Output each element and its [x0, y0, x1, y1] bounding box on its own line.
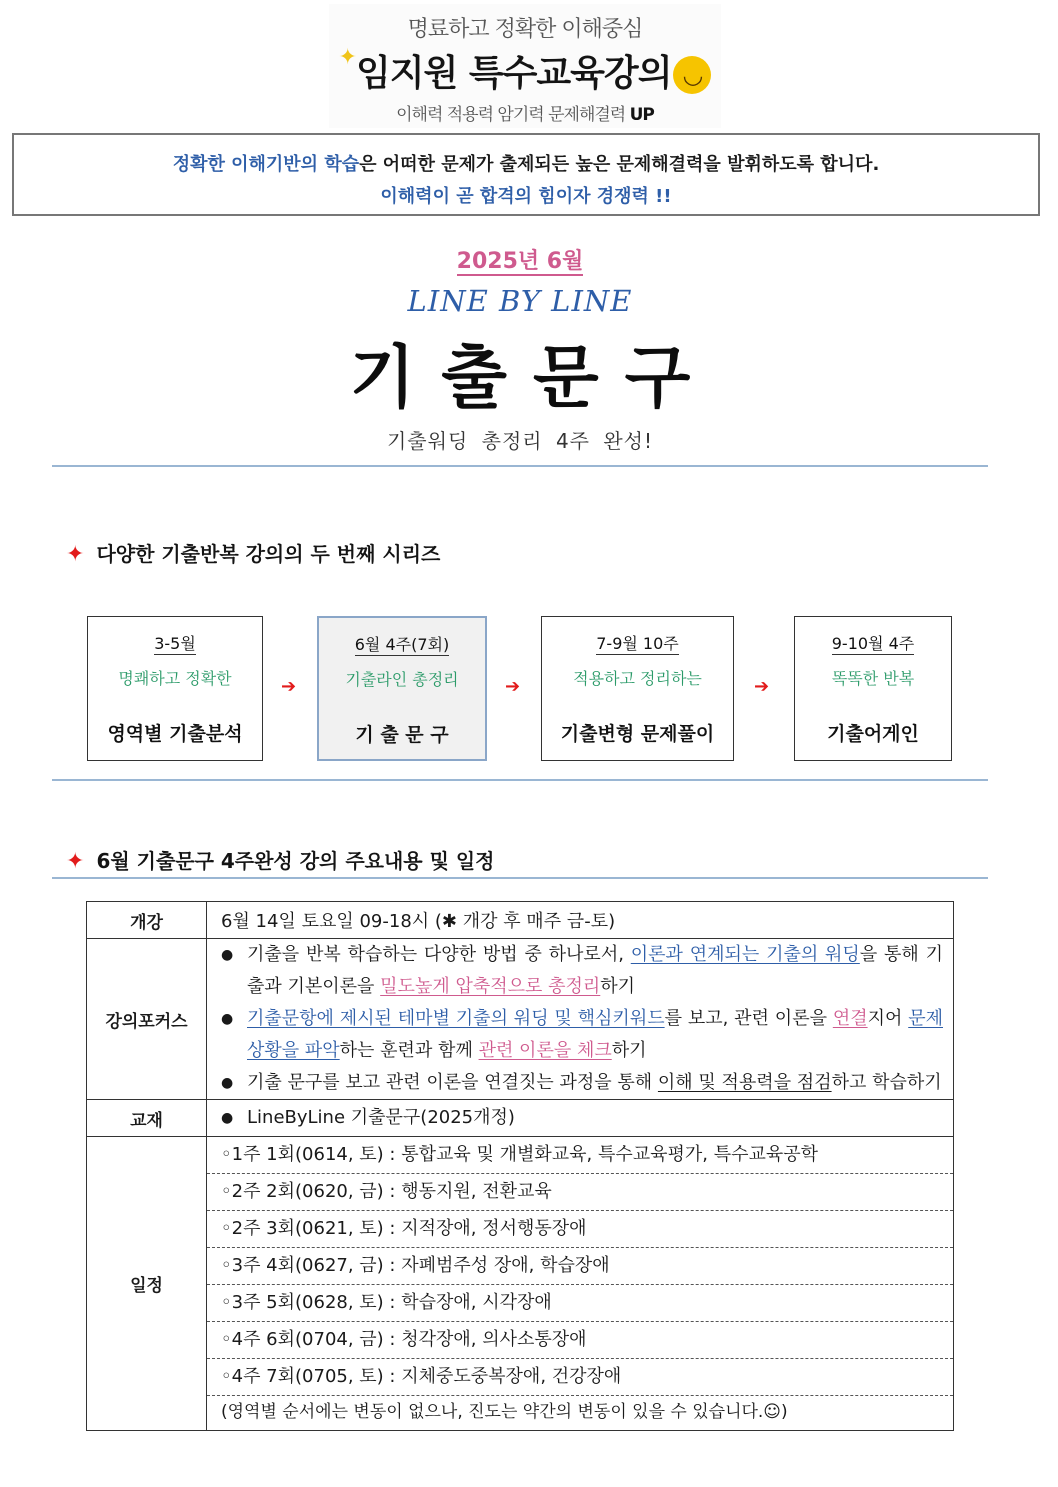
book-value: [207, 1100, 954, 1137]
brand-logo: [329, 4, 721, 128]
series-desc: 기출라인 총정리: [345, 670, 459, 689]
arrow-icon: ➔: [754, 676, 770, 697]
bullet-icon: ●: [221, 1075, 234, 1091]
schedule-list: [207, 1137, 954, 1431]
series-period: 6월 4주(7회): [354, 635, 450, 654]
series-period: 9-10월 4주: [831, 634, 915, 653]
intro-box: [12, 133, 1040, 216]
logo-brand: [329, 45, 721, 96]
schedule-item: ◦4주 6회(0704, 금) : 청각장애, 의사소통장애: [207, 1322, 953, 1359]
series-name-label: 영역별 기출분석: [107, 723, 243, 745]
row-label: 교재: [87, 1100, 207, 1137]
star-icon: ✦: [66, 542, 85, 567]
bullet-icon: ●: [221, 947, 234, 963]
series-desc: 적용하고 정리하는: [573, 669, 702, 688]
section-heading-schedule: [66, 845, 495, 874]
series-period: 3-5월: [154, 634, 196, 653]
row-label: 강의포커스: [87, 939, 207, 1100]
table-row: [87, 902, 954, 939]
logo-tagline: 명료하고 정확한 이해중심: [407, 17, 643, 42]
schedule-item: ◦2주 2회(0620, 금) : 행동지원, 전환교육: [207, 1174, 953, 1211]
bullet-icon: ●: [221, 1110, 234, 1126]
smile-icon: ◡: [673, 56, 711, 94]
series-box-3: [541, 616, 734, 761]
list-item: ● 기출을 반복 학습하는 다양한 방법 중 하나로서, 이론과 연계되는 기출의 워딩을 통해 기출과 기본이론을 밀도높게 압축적으로 총정리하기: [221, 939, 943, 1003]
intro-line1-rest: 은 어떠한 문제가 출제되든 높은 문제해결력을 발휘하도록 합니다.: [359, 154, 880, 175]
book-title: LineByLine 기출문구(2025개정): [247, 1107, 515, 1128]
series-box-1: [87, 616, 263, 761]
series-name-label: 기출어게인: [827, 723, 919, 745]
table-row: [87, 1137, 954, 1431]
divider: [52, 779, 988, 781]
schedule-note: (영역별 순서에는 변동이 없으나, 진도는 약간의 변동이 있을 수 있습니다.☺): [221, 1402, 788, 1422]
section1-heading-text: 다양한 기출반복 강의의 두 번째 시리즈: [96, 542, 441, 566]
open-date-value: 6월 14일 토요일 09-18시 (✱ 개강 후 매주 금-토): [207, 902, 954, 939]
main-title: 기출문구: [349, 339, 717, 418]
divider: [52, 465, 988, 467]
divider: [52, 877, 988, 879]
bullet-icon: ●: [221, 1011, 234, 1027]
series-desc: 명쾌하고 정확한: [118, 669, 232, 688]
month-text: 2025년 6월: [456, 249, 584, 274]
table-row: [87, 1100, 954, 1137]
logo-tagline2-prefix: 이해력 적용력 암기력 문제해결력: [396, 105, 626, 125]
series-period: 7-9월 10주: [596, 634, 679, 653]
schedule-item: ◦4주 7회(0705, 토) : 지체중도중복장애, 건강장애: [207, 1359, 953, 1396]
logo-tagline2-suffix: UP: [629, 105, 654, 125]
intro-line2: 이해력이 곧 합격의 힘이자 경쟁력 !!: [380, 186, 672, 207]
sparkle-icon: ✦: [338, 45, 356, 70]
series-desc: 똑똑한 반복: [831, 669, 915, 688]
list-item: ● 기출 문구를 보고 관련 이론을 연결짓는 과정을 통해 이해 및 적용력을 점검하고 학습하기: [221, 1067, 943, 1099]
schedule-item: ◦3주 5회(0628, 토) : 학습장애, 시각장애: [207, 1285, 953, 1322]
series-box-2-current: [317, 616, 487, 761]
schedule-item: ◦1주 1회(0614, 토) : 통합교육 및 개별화교육, 특수교육평가, 특수교육공학: [207, 1137, 953, 1174]
schedule-item: ◦2주 3회(0621, 토) : 지적장애, 정서행동장애: [207, 1211, 953, 1248]
title-month: [0, 244, 1040, 275]
table-row: [87, 939, 954, 1100]
intro-line1: [14, 149, 1038, 181]
brand-name: 임지원 특수교육강의: [355, 53, 672, 94]
row-label: 개강: [87, 902, 207, 939]
series-name: LINE BY LINE: [407, 284, 633, 318]
series-box-4: [794, 616, 952, 761]
section2-heading-text: 6월 기출문구 4주완성 강의 주요내용 및 일정: [96, 849, 495, 873]
logo-tagline2: [329, 100, 721, 125]
list-item: ● 기출문항에 제시된 테마별 기출의 워딩 및 핵심키워드를 보고, 관련 이론을 연결지어 문제상황을 파악하는 훈련과 함께 관련 이론을 체크하기: [221, 1003, 943, 1067]
intro-highlight: 정확한 이해기반의 학습: [172, 154, 360, 175]
series-name-label: 기 출 문 구: [355, 724, 449, 746]
focus-list: [207, 939, 954, 1100]
arrow-icon: ➔: [281, 676, 297, 697]
schedule-item: ◦3주 4회(0627, 금) : 자폐범주성 장애, 학습장애: [207, 1248, 953, 1285]
schedule-table: [86, 901, 954, 1431]
arrow-icon: ➔: [505, 676, 521, 697]
row-label: 일정: [87, 1137, 207, 1431]
section-heading-series: [66, 538, 440, 567]
star-icon: ✦: [66, 849, 85, 874]
series-name-label: 기출변형 문제풀이: [560, 723, 715, 745]
sub-title: 기출워딩 총정리 4주 완성!: [386, 429, 653, 453]
